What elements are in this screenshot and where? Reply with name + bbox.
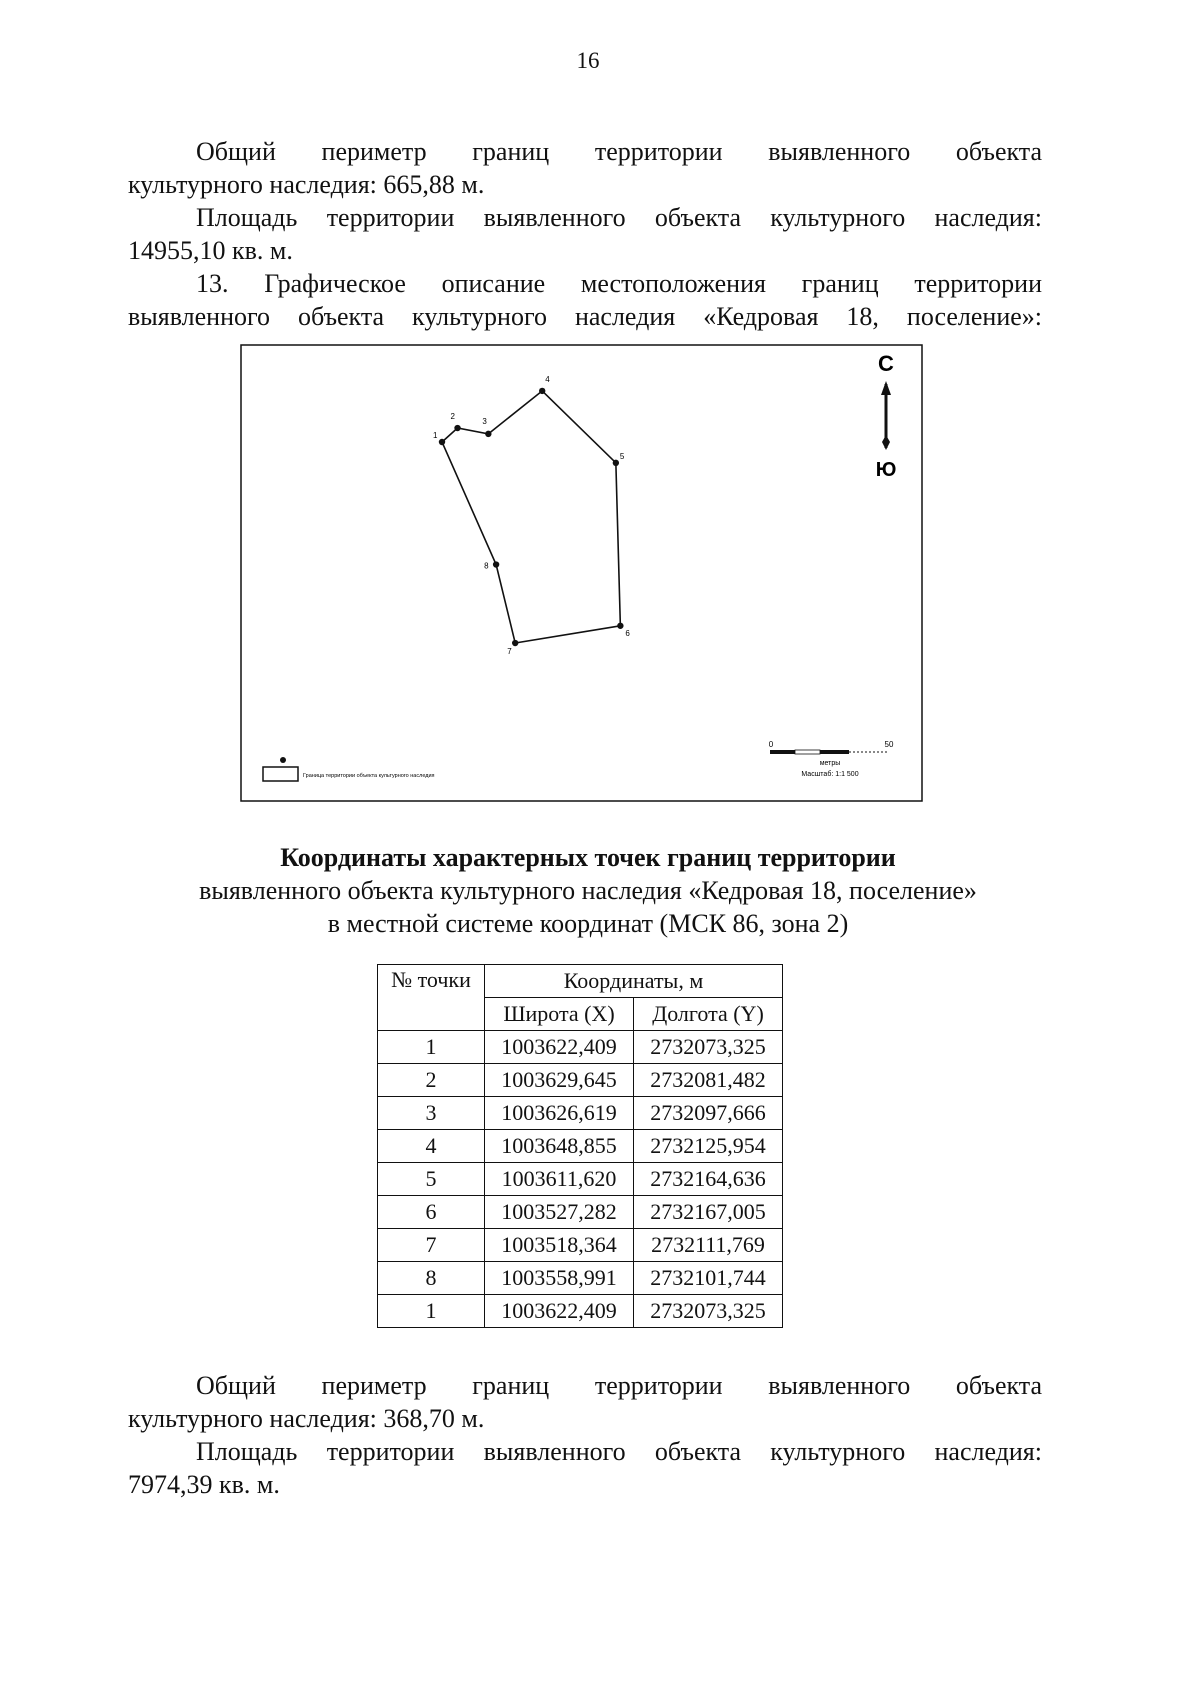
area-paragraph-2 xyxy=(128,1435,1042,1501)
cell-longitude: 2732073,325 xyxy=(634,1295,783,1328)
legend-boundary-icon xyxy=(263,767,298,781)
boundary-point-4 xyxy=(539,388,545,394)
cell-point-number: 3 xyxy=(378,1097,485,1130)
table-row xyxy=(378,1262,783,1295)
cell-longitude: 2732097,666 xyxy=(634,1097,783,1130)
boundary-point-label: 5 xyxy=(619,451,625,461)
cell-point-number: 1 xyxy=(378,1295,485,1328)
cell-point-number: 7 xyxy=(378,1229,485,1262)
cell-longitude: 2732125,954 xyxy=(634,1130,783,1163)
col-header-latitude: Широта (X) xyxy=(485,998,634,1031)
table-row xyxy=(378,1130,783,1163)
legend-point-icon xyxy=(280,757,286,763)
boundary-point-label: 7 xyxy=(507,647,512,657)
cell-longitude: 2732111,769 xyxy=(634,1229,783,1262)
boundary-point-3 xyxy=(485,431,491,437)
cell-point-number: 1 xyxy=(378,1031,485,1064)
paragraph-line: Общий периметр границ территории выявленного объекта xyxy=(196,1371,1042,1400)
cell-point-number: 5 xyxy=(378,1163,485,1196)
cell-longitude: 2732081,482 xyxy=(634,1064,783,1097)
cell-point-number: 6 xyxy=(378,1196,485,1229)
paragraph-line: Общий периметр границ территории выявленного объекта xyxy=(196,137,1042,166)
boundary-point-2 xyxy=(454,425,460,431)
paragraph-line: культурного наследия: 665,88 м. xyxy=(128,170,485,199)
boundary-point-1 xyxy=(439,439,445,445)
page-number: 16 xyxy=(576,48,600,73)
scale-start-label: 0 xyxy=(768,740,774,749)
area-paragraph-1 xyxy=(128,201,1042,267)
table-row xyxy=(378,1097,783,1130)
boundary-point-5 xyxy=(613,460,619,466)
perimeter-paragraph-2 xyxy=(128,1369,1042,1435)
col-header-coordinates: Координаты, м xyxy=(485,965,783,998)
table-heading xyxy=(0,841,1176,940)
table-heading-line: в местной системе координат (МСК 86, зона 2) xyxy=(327,909,849,938)
section-13-paragraph xyxy=(128,267,1042,333)
cell-latitude: 1003622,409 xyxy=(485,1295,634,1328)
table-row xyxy=(378,1064,783,1097)
boundary-point-label: 1 xyxy=(433,431,438,440)
cell-latitude: 1003518,364 xyxy=(485,1229,634,1262)
legend-label: Граница территории объекта культурного наследия xyxy=(303,773,435,779)
paragraph-line: культурного наследия: 368,70 м. xyxy=(128,1404,485,1433)
paragraph-line: Площадь территории выявленного объекта культурного наследия: xyxy=(196,1437,1042,1466)
table-row xyxy=(378,1196,783,1229)
scale-ratio-label: Масштаб: 1:1 500 xyxy=(801,771,859,778)
col-header-point-number: № точки xyxy=(378,965,485,1031)
table-row xyxy=(378,1295,783,1328)
coordinates-table xyxy=(377,964,783,1328)
table-heading-line: Координаты характерных точек границ территории xyxy=(280,843,896,872)
scale-units-label: метры xyxy=(819,760,841,767)
boundary-point-label: 2 xyxy=(450,412,455,422)
table-heading-line: выявленного объекта культурного наследия «Кедровая 18, поселение» xyxy=(199,876,977,905)
south-label: Ю xyxy=(875,459,897,481)
cell-latitude: 1003648,855 xyxy=(485,1130,634,1163)
boundary-point-8 xyxy=(493,561,499,567)
cell-latitude: 1003527,282 xyxy=(485,1196,634,1229)
scale-end-label: 50 xyxy=(884,740,894,749)
cell-longitude: 2732073,325 xyxy=(634,1031,783,1064)
cell-point-number: 4 xyxy=(378,1130,485,1163)
boundary-point-label: 8 xyxy=(484,561,489,571)
cell-latitude: 1003629,645 xyxy=(485,1064,634,1097)
paragraph-line: выявленного объекта культурного наследия «Кедровая 18, поселение»: xyxy=(128,302,1042,331)
perimeter-paragraph-1 xyxy=(128,135,1042,201)
table-row xyxy=(378,1163,783,1196)
map-border xyxy=(241,345,922,801)
boundary-point-6 xyxy=(617,623,623,629)
cell-latitude: 1003558,991 xyxy=(485,1262,634,1295)
paragraph-line: 14955,10 кв. м. xyxy=(128,236,293,265)
north-label: С xyxy=(878,351,894,376)
table-row xyxy=(378,1031,783,1064)
cell-latitude: 1003626,619 xyxy=(485,1097,634,1130)
col-header-longitude: Долгота (Y) xyxy=(634,998,783,1031)
cell-latitude: 1003622,409 xyxy=(485,1031,634,1064)
paragraph-line: Площадь территории выявленного объекта культурного наследия: xyxy=(196,203,1042,232)
boundary-point-label: 6 xyxy=(625,628,630,638)
table-row xyxy=(378,1229,783,1262)
paragraph-line: 13. Графическое описание местоположения границ территории xyxy=(196,269,1042,298)
boundary-point-7 xyxy=(512,640,518,646)
cell-longitude: 2732167,005 xyxy=(634,1196,783,1229)
cell-longitude: 2732101,744 xyxy=(634,1262,783,1295)
cell-latitude: 1003611,620 xyxy=(485,1163,634,1196)
paragraph-line: 7974,39 кв. м. xyxy=(128,1470,280,1499)
boundary-point-label: 3 xyxy=(482,416,487,426)
boundary-point-label: 4 xyxy=(545,374,550,384)
boundary-map xyxy=(240,344,923,802)
cell-longitude: 2732164,636 xyxy=(634,1163,783,1196)
cell-point-number: 2 xyxy=(378,1064,485,1097)
cell-point-number: 8 xyxy=(378,1262,485,1295)
